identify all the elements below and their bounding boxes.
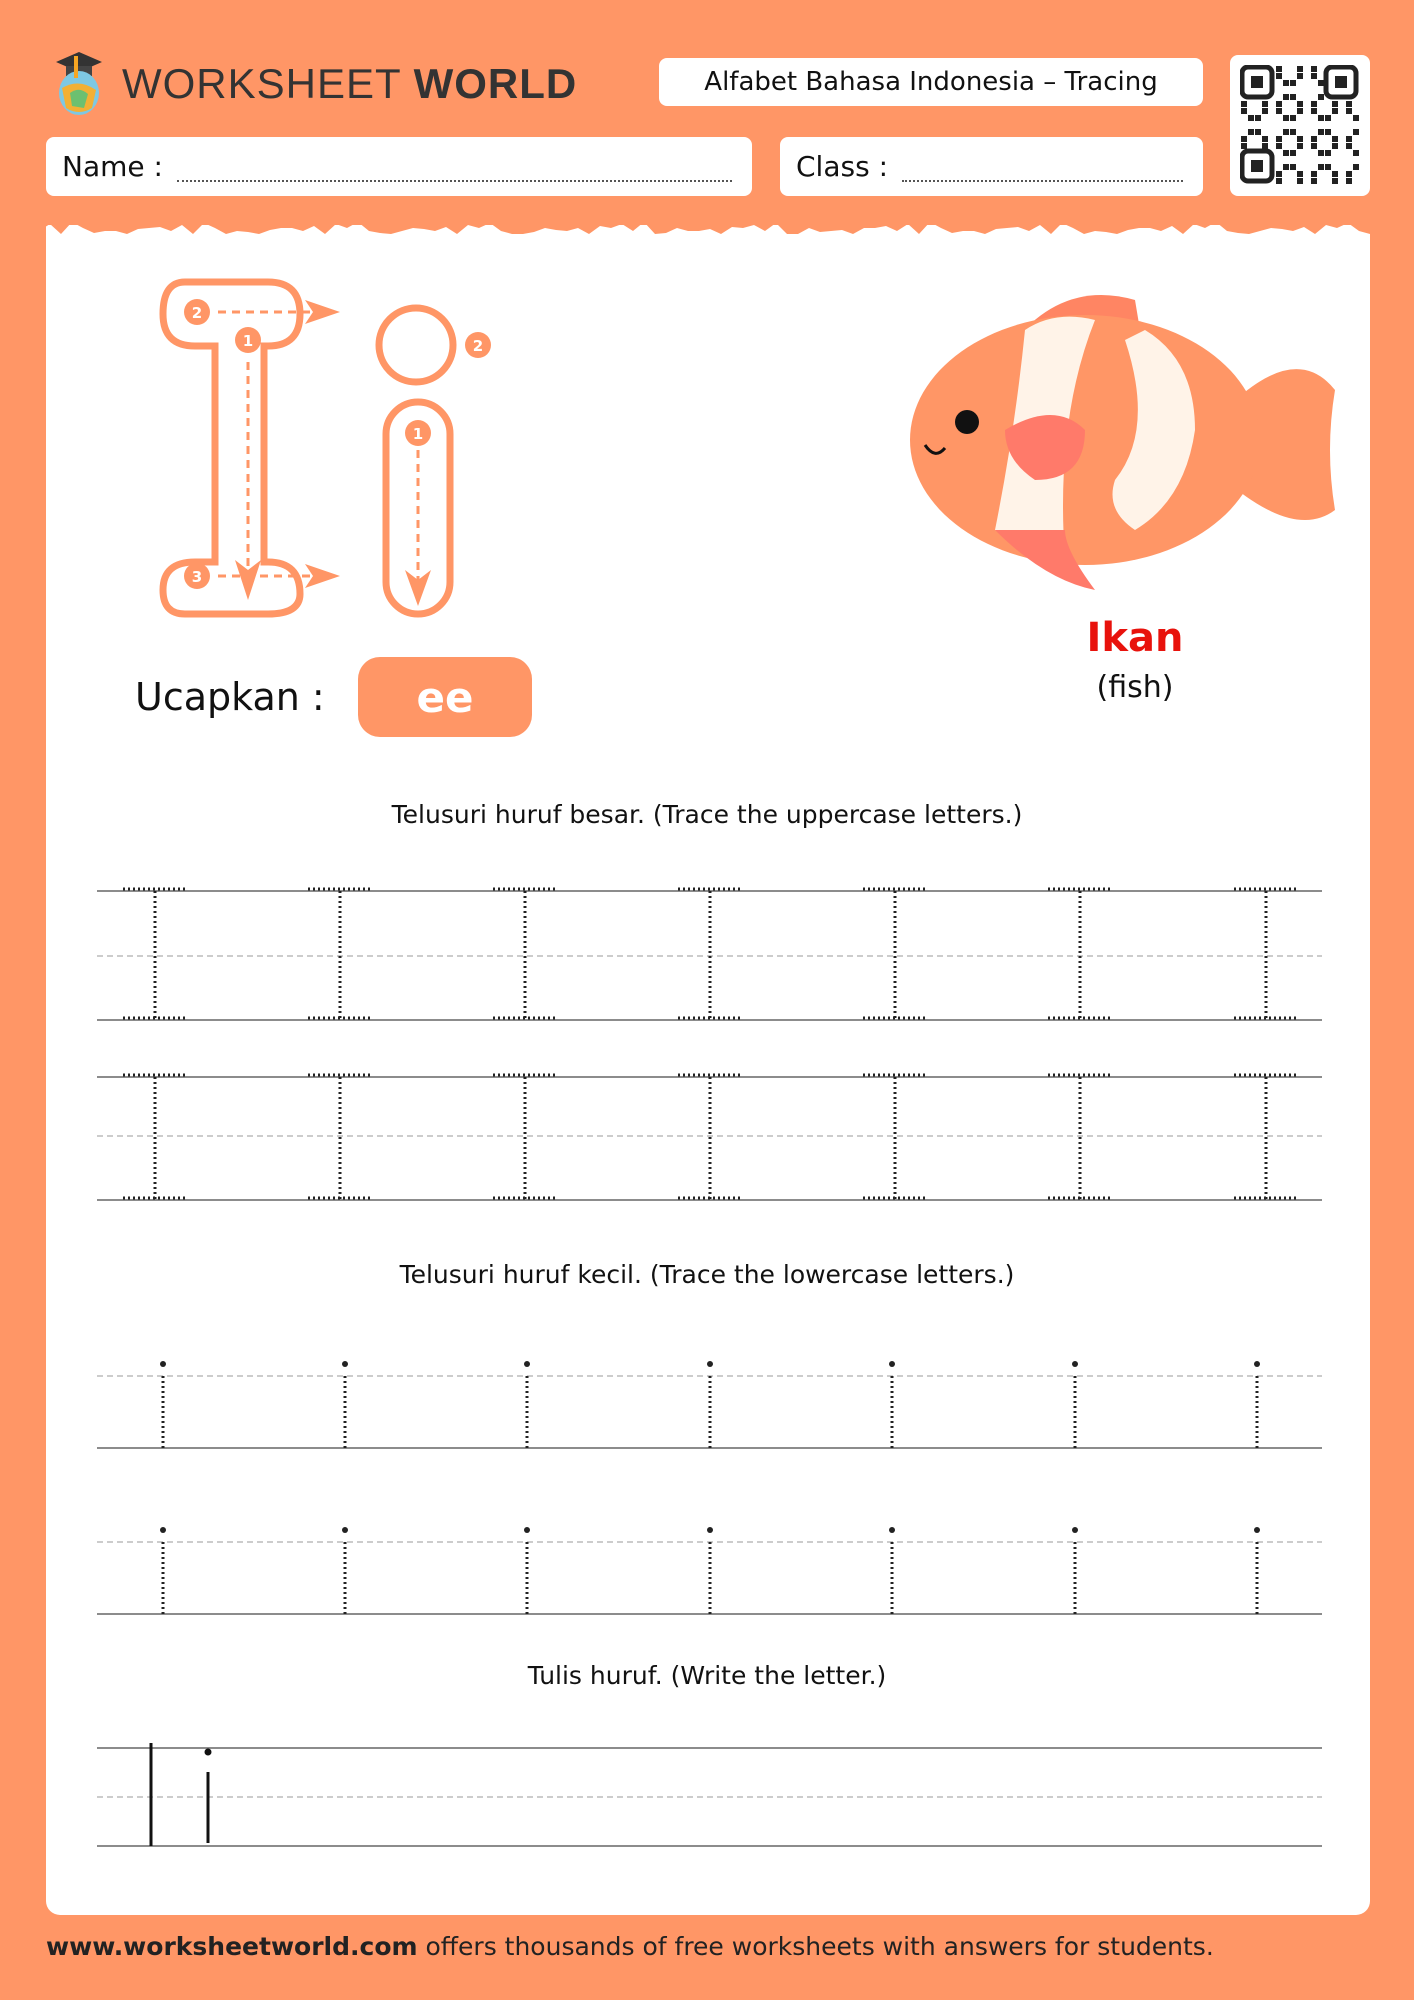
step-number: 3 [191,568,203,586]
logo-bold: WORLD [413,60,578,107]
uppercase-instruction: Telusuri huruf besar. (Trace the uppercase letters.) [391,800,1023,829]
step-number: 2 [191,304,203,322]
name-line[interactable] [177,172,732,182]
picture-word: Ikan [1086,615,1184,661]
arrow-icon [405,570,431,606]
step-number: 2 [472,337,484,355]
uppercase-i-outline [163,282,300,614]
class-line[interactable] [902,172,1183,182]
torn-edge [46,216,1370,240]
lowercase-instruction: Telusuri huruf kecil. (Trace the lowercase letters.) [399,1260,1015,1289]
arrow-icon [305,564,340,588]
picture-translation: (fish) [1096,670,1174,705]
write-instruction: Tulis huruf. (Write the letter.) [527,1661,887,1690]
letter-stroke-diagram [150,270,510,630]
fish-illustration [895,280,1335,610]
pronounce-badge: ee [358,657,532,737]
name-field[interactable] [46,137,752,196]
step-number: 1 [242,332,254,350]
step-number: 1 [412,425,424,443]
logo-light: WORKSHEET [122,60,414,107]
lowercase-i-dot-outline [379,308,453,382]
name-label: Name : [62,150,163,183]
class-field[interactable] [780,137,1203,196]
class-label: Class : [796,150,888,183]
worksheet-title: Alfabet Bahasa Indonesia – Tracing [659,58,1203,106]
logo-text [122,60,577,108]
qr-code [1230,55,1370,196]
footer-link[interactable]: www.worksheetworld.com [46,1932,418,1961]
footer [46,1932,1214,1961]
footer-text: offers thousands of free worksheets with answers for students. [417,1932,1214,1961]
logo [48,48,110,118]
arrow-icon [305,300,340,324]
pronounce-label: Ucapkan : [135,675,325,719]
